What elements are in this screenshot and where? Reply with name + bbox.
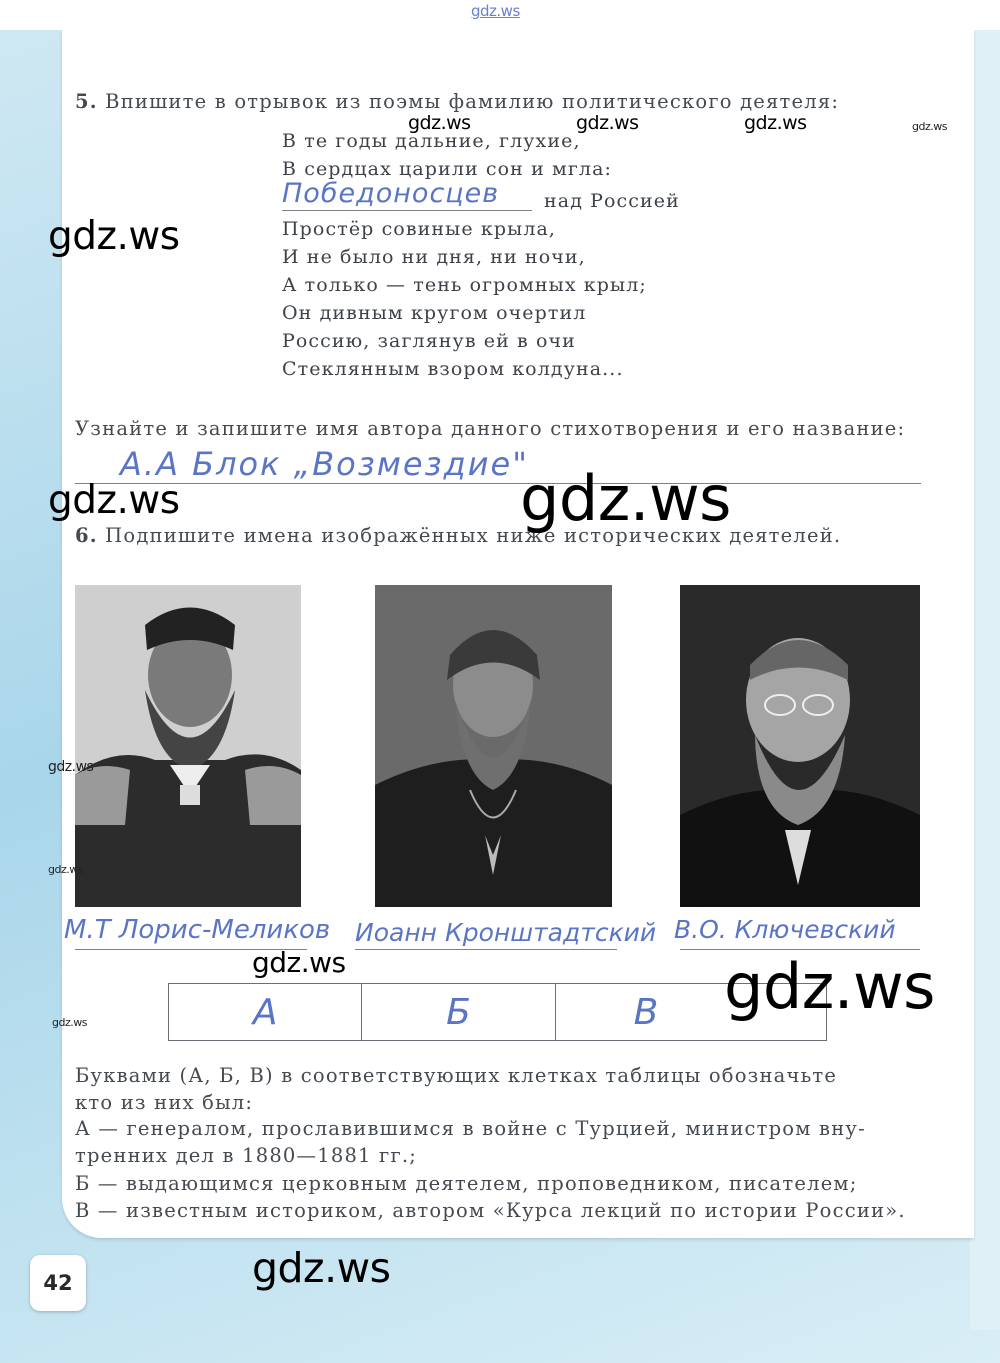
portrait-caption-1: М.Т Лорис-Меликов	[64, 915, 331, 945]
author-answer-handwritten: А.А Блок „Возмездие"	[120, 445, 529, 483]
watermark-top[interactable]: gdz.ws	[471, 2, 520, 20]
page-number: 42	[30, 1255, 86, 1311]
poem-answer-line	[282, 210, 532, 211]
portrait-general-image	[75, 585, 301, 907]
poem-answer-handwritten: Победоносцев	[282, 178, 500, 209]
answer-cell-3[interactable]: В	[633, 991, 659, 1033]
watermark[interactable]: gdz.ws	[52, 1016, 87, 1029]
page-edge	[970, 30, 1000, 1330]
poem-line-2: В сердцах царили сон и мгла:	[282, 158, 613, 180]
watermark[interactable]: gdz.ws	[744, 112, 807, 134]
instructions-line-3: А — генералом, прославившимся в войне с Турцией, министром вну-	[75, 1117, 866, 1140]
task6-number: 6.	[75, 524, 98, 547]
portrait-priest	[375, 585, 612, 907]
watermark[interactable]: gdz.ws	[48, 759, 94, 775]
answer-cell-1[interactable]: А	[169, 984, 362, 1040]
answer-cell-2[interactable]: Б	[362, 984, 555, 1040]
poem-line-8: Россию, заглянув ей в очи	[282, 330, 576, 352]
poem-line-3-rest: над Россией	[544, 190, 680, 212]
watermark[interactable]: gdz.ws	[252, 1244, 391, 1292]
portrait-caption-3: В.О. Ключевский	[674, 915, 896, 944]
portrait-priest-image	[375, 585, 612, 907]
poem-line-6: А только — тень огромных крыл;	[282, 274, 647, 296]
portrait-historian-image	[680, 585, 920, 907]
watermark[interactable]: gdz.ws	[724, 950, 935, 1023]
poem-line-7: Он дивным кругом очертил	[282, 302, 587, 324]
poem-line-9: Стеклянным взором колдуна...	[282, 358, 624, 380]
task5-prompt: Впишите в отрывок из поэмы фамилию политического деятеля:	[105, 90, 840, 113]
watermark[interactable]: gdz.ws	[48, 863, 83, 876]
portrait-general	[75, 585, 301, 907]
portrait-historian	[680, 585, 920, 907]
author-answer-line	[75, 483, 921, 484]
task5-heading	[75, 90, 839, 113]
poem-line-4: Простёр совиные крыла,	[282, 218, 557, 240]
caption-line-2	[355, 949, 617, 950]
task5-number: 5.	[75, 90, 98, 113]
poem-line-1: В те годы дальние, глухие,	[282, 130, 581, 152]
poem-line-5: И не было ни дня, ни ночи,	[282, 246, 586, 268]
author-prompt: Узнайте и запишите имя автора данного стихотворения и его название:	[75, 417, 906, 440]
watermark[interactable]: gdz.ws	[576, 112, 639, 134]
instructions-line-4: тренних дел в 1880—1881 гг.;	[75, 1144, 418, 1167]
watermark[interactable]: gdz.ws	[520, 462, 731, 535]
watermark[interactable]: gdz.ws	[48, 214, 180, 259]
watermark[interactable]: gdz.ws	[252, 946, 346, 979]
watermark[interactable]: gdz.ws	[912, 120, 947, 133]
instructions-line-5: Б — выдающимся церковным деятелем, проповедником, писателем;	[75, 1172, 858, 1195]
watermark[interactable]: gdz.ws	[48, 478, 180, 523]
task6-prompt: Подпишите имена изображённых ниже исторических деятелей.	[105, 524, 842, 547]
instructions-line-2: кто из них был:	[75, 1091, 254, 1114]
instructions-line-6: В — известным историком, автором «Курса лекций по истории России».	[75, 1199, 906, 1222]
watermark[interactable]: gdz.ws	[408, 112, 471, 134]
instructions-line-1: Буквами (А, Б, В) в соответствующих клетках таблицы обозначьте	[75, 1064, 838, 1087]
portrait-caption-2: Иоанн Кронштадтский	[355, 918, 657, 947]
